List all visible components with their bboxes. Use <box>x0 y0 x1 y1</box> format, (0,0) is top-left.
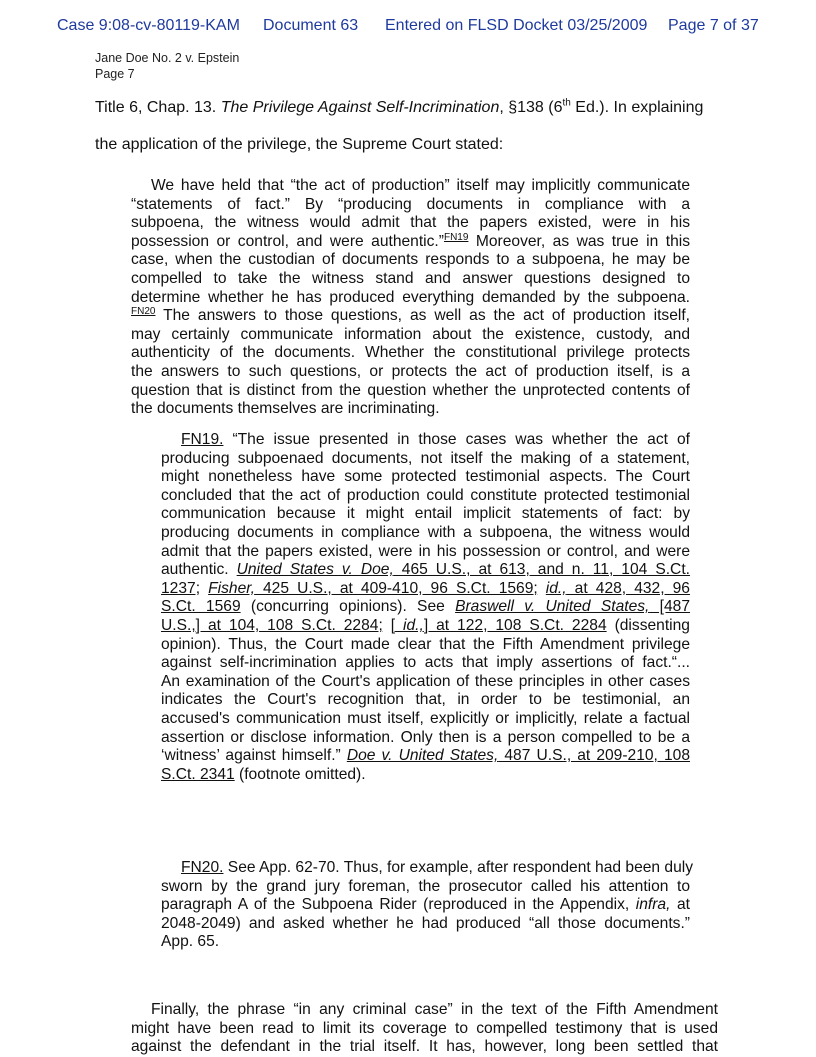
text-segment <box>383 617 391 634</box>
text-segment: (footnote omitted). <box>234 765 366 783</box>
text-line <box>161 859 694 878</box>
text-line <box>161 915 690 934</box>
footnote-19 <box>161 431 690 784</box>
citation: Braswell v. United States, <box>455 598 650 616</box>
text-line <box>161 617 690 636</box>
case-number: Case 9:08-cv-80119-KAM <box>57 17 240 34</box>
document-number: Document 63 <box>263 17 359 34</box>
intro-line-1 <box>95 99 703 117</box>
text-line <box>161 747 690 766</box>
text-line <box>131 307 690 326</box>
text-segment: “statements of fact.” By “producing documents in compliance with a <box>131 195 690 213</box>
text-line <box>131 270 690 289</box>
text-segment: admit that the papers existed, were in his possession or control, and were <box>161 542 690 560</box>
text-segment: compelled to take the witness stand and answer questions designed to <box>131 269 690 287</box>
footnote-reference: FN19 <box>443 231 469 243</box>
text-segment: indicates the Court's recognition that, in order to be testimonial, an <box>161 691 690 709</box>
text-segment: “The issue presented in those cases was whether the act of <box>223 431 690 448</box>
text-line <box>161 933 690 952</box>
text-line <box>131 196 690 215</box>
text-segment: authentic. <box>161 561 237 579</box>
citation: Doe v. United States, <box>346 747 499 765</box>
text-line <box>131 289 690 308</box>
text-segment: may certainly communicate information about the existence, custody, and <box>131 325 690 343</box>
text-segment: Finally, the phrase “in any criminal case” in the text of the Fifth Amendment <box>151 1001 718 1018</box>
text-segment: An examination of the Court's application of these principles in other cases <box>161 672 690 690</box>
text-segment: determine whether he has produced everything demanded by the subpoena. <box>131 288 690 306</box>
text-segment: subpoena, the witness would admit that the papers existed, were in his <box>131 214 690 232</box>
text-line <box>131 1020 718 1039</box>
text-segment: authenticity of the documents. Whether the constitutional privilege protects <box>131 344 690 362</box>
citation: id., <box>403 616 424 634</box>
text-segment: (dissenting <box>606 616 690 634</box>
intro-text: Title 6, Chap. 13. <box>95 99 221 116</box>
text-line <box>161 524 690 543</box>
text-line <box>131 326 690 345</box>
text-line <box>131 251 690 270</box>
text-line <box>161 580 690 599</box>
text-segment: producing subpoenaed documents, not itself the making of a statement, <box>161 449 690 467</box>
text-segment: might nonetheless have some protected testimonial aspects. The Court <box>161 468 690 486</box>
block-quote <box>131 177 690 419</box>
treatise-title: The Privilege Against Self-Incrimination <box>220 99 500 116</box>
text-segment: question that is distinct from the question whether the unprotected contents of <box>131 381 690 399</box>
citation: S.Ct. 2341 <box>161 765 235 783</box>
closing-paragraph <box>131 1001 718 1057</box>
citation: id., <box>545 579 567 597</box>
text-line <box>161 729 690 748</box>
text-line <box>131 344 690 363</box>
text-line <box>161 710 690 729</box>
text-segment: App. 65. <box>161 933 220 951</box>
text-segment: might have been read to limit its coverage to compelled testimony that is used <box>131 1019 718 1037</box>
text-segment: opinion). Thus, the Court made clear that the Fifth Amendment privilege <box>161 635 690 653</box>
text-line <box>131 214 690 233</box>
text-line <box>131 177 690 196</box>
text-segment: See App. 62-70. Thus, for example, after respondent had been duly <box>223 859 694 876</box>
citation: U.S.,] at 104, 108 S.Ct. 2284; <box>161 616 383 634</box>
citation: Fisher, <box>208 579 255 597</box>
case-caption: Jane Doe No. 2 v. Epstein <box>95 51 240 65</box>
text-line <box>161 561 690 580</box>
text-segment: at <box>670 896 690 914</box>
text-segment: the answers to such questions, or protects the act of production itself, is a <box>131 362 690 380</box>
citation: [ <box>390 616 404 634</box>
citation: United States v. Doe, <box>236 561 394 579</box>
text-segment: (concurring opinions). See <box>240 598 456 616</box>
text-line <box>161 468 690 487</box>
text-line <box>161 691 690 710</box>
intro-text: Ed.). In explaining <box>570 99 704 116</box>
docket-entry-date: Entered on FLSD Docket 03/25/2009 <box>385 17 648 34</box>
citation: FN20. <box>181 859 224 876</box>
text-line <box>161 487 690 506</box>
text-segment: Moreover, as was true in this <box>468 232 690 250</box>
text-line <box>131 382 690 401</box>
text-line <box>161 543 690 562</box>
citation: 487 U.S., at 209-210, 108 <box>498 747 690 765</box>
citation: FN19. <box>181 431 224 448</box>
text-segment: assertion or disclose information. Only then is a person compelled to be a <box>161 728 690 746</box>
text-line <box>161 450 690 469</box>
citation: ] at 122, 108 S.Ct. 2284 <box>423 616 607 634</box>
text-segment: infra, <box>635 896 671 914</box>
text-segment: 2048-2049) and asked whether he had produced “all those documents.” <box>161 914 690 932</box>
text-segment: case, when the custodian of documents responds to a subpoena, he may be <box>131 251 690 269</box>
text-segment: We have held that “the act of production” itself may implicitly communicate <box>151 177 690 194</box>
text-segment: sworn by the grand jury foreman, the prosecutor called his attention to <box>161 877 690 895</box>
text-line <box>131 400 690 419</box>
text-segment: against the defendant in the trial itself. It has, however, long been settled that <box>131 1038 718 1056</box>
text-line <box>161 896 690 915</box>
text-line <box>161 878 690 897</box>
text-line <box>131 233 690 252</box>
text-line <box>131 1001 718 1020</box>
text-segment: ‘witness’ against himself.” <box>161 747 347 765</box>
text-segment: paragraph A of the Subpoena Rider (reproduced in the Appendix, <box>161 896 636 914</box>
text-segment: producing documents in compliance with a subpoena, the witness would <box>161 523 690 541</box>
page-label: Page 7 <box>95 67 135 81</box>
citation: at 428, 432, 96 <box>566 579 690 597</box>
text-line <box>161 673 690 692</box>
text-segment: possession or control, and were authentic.” <box>131 232 444 250</box>
text-line <box>161 654 690 673</box>
citation: [487 <box>649 598 690 616</box>
footnote-reference: FN20 <box>131 305 156 317</box>
text-segment: The answers to those questions, as well as the act of production itself, <box>155 307 690 325</box>
citation: 465 U.S., at 613, and n. 11, 104 S.Ct. <box>393 561 690 579</box>
text-line <box>131 1038 718 1057</box>
citation: 1237; <box>161 579 201 597</box>
text-segment: against self-incrimination applies to acts that imply assertions of fact.“... <box>161 654 690 672</box>
text-line <box>161 636 690 655</box>
text-line <box>161 505 690 524</box>
text-line <box>131 363 690 382</box>
footnote-20 <box>161 859 694 952</box>
text-segment: the documents themselves are incriminating. <box>131 400 440 418</box>
text-segment <box>538 580 546 597</box>
text-line <box>161 431 690 450</box>
intro-line-2: the application of the privilege, the Supreme Court stated: <box>95 136 504 153</box>
text-segment: concluded that the act of production could constitute protected testimonial <box>161 486 690 504</box>
intro-text: , §138 (6 <box>499 99 563 116</box>
page-count: Page 7 of 37 <box>668 17 759 34</box>
text-segment: communication because it might entail implicit statements of fact: by <box>161 505 690 523</box>
text-segment <box>200 580 208 597</box>
citation: 425 U.S., at 409-410, 96 S.Ct. 1569; <box>254 579 538 597</box>
text-segment: accused's communication must itself, explicitly or implicitly, relate a factual <box>161 709 690 727</box>
superscript: th <box>562 97 571 109</box>
text-line <box>161 598 690 617</box>
citation: S.Ct. 1569 <box>161 598 241 616</box>
text-line <box>161 766 690 785</box>
